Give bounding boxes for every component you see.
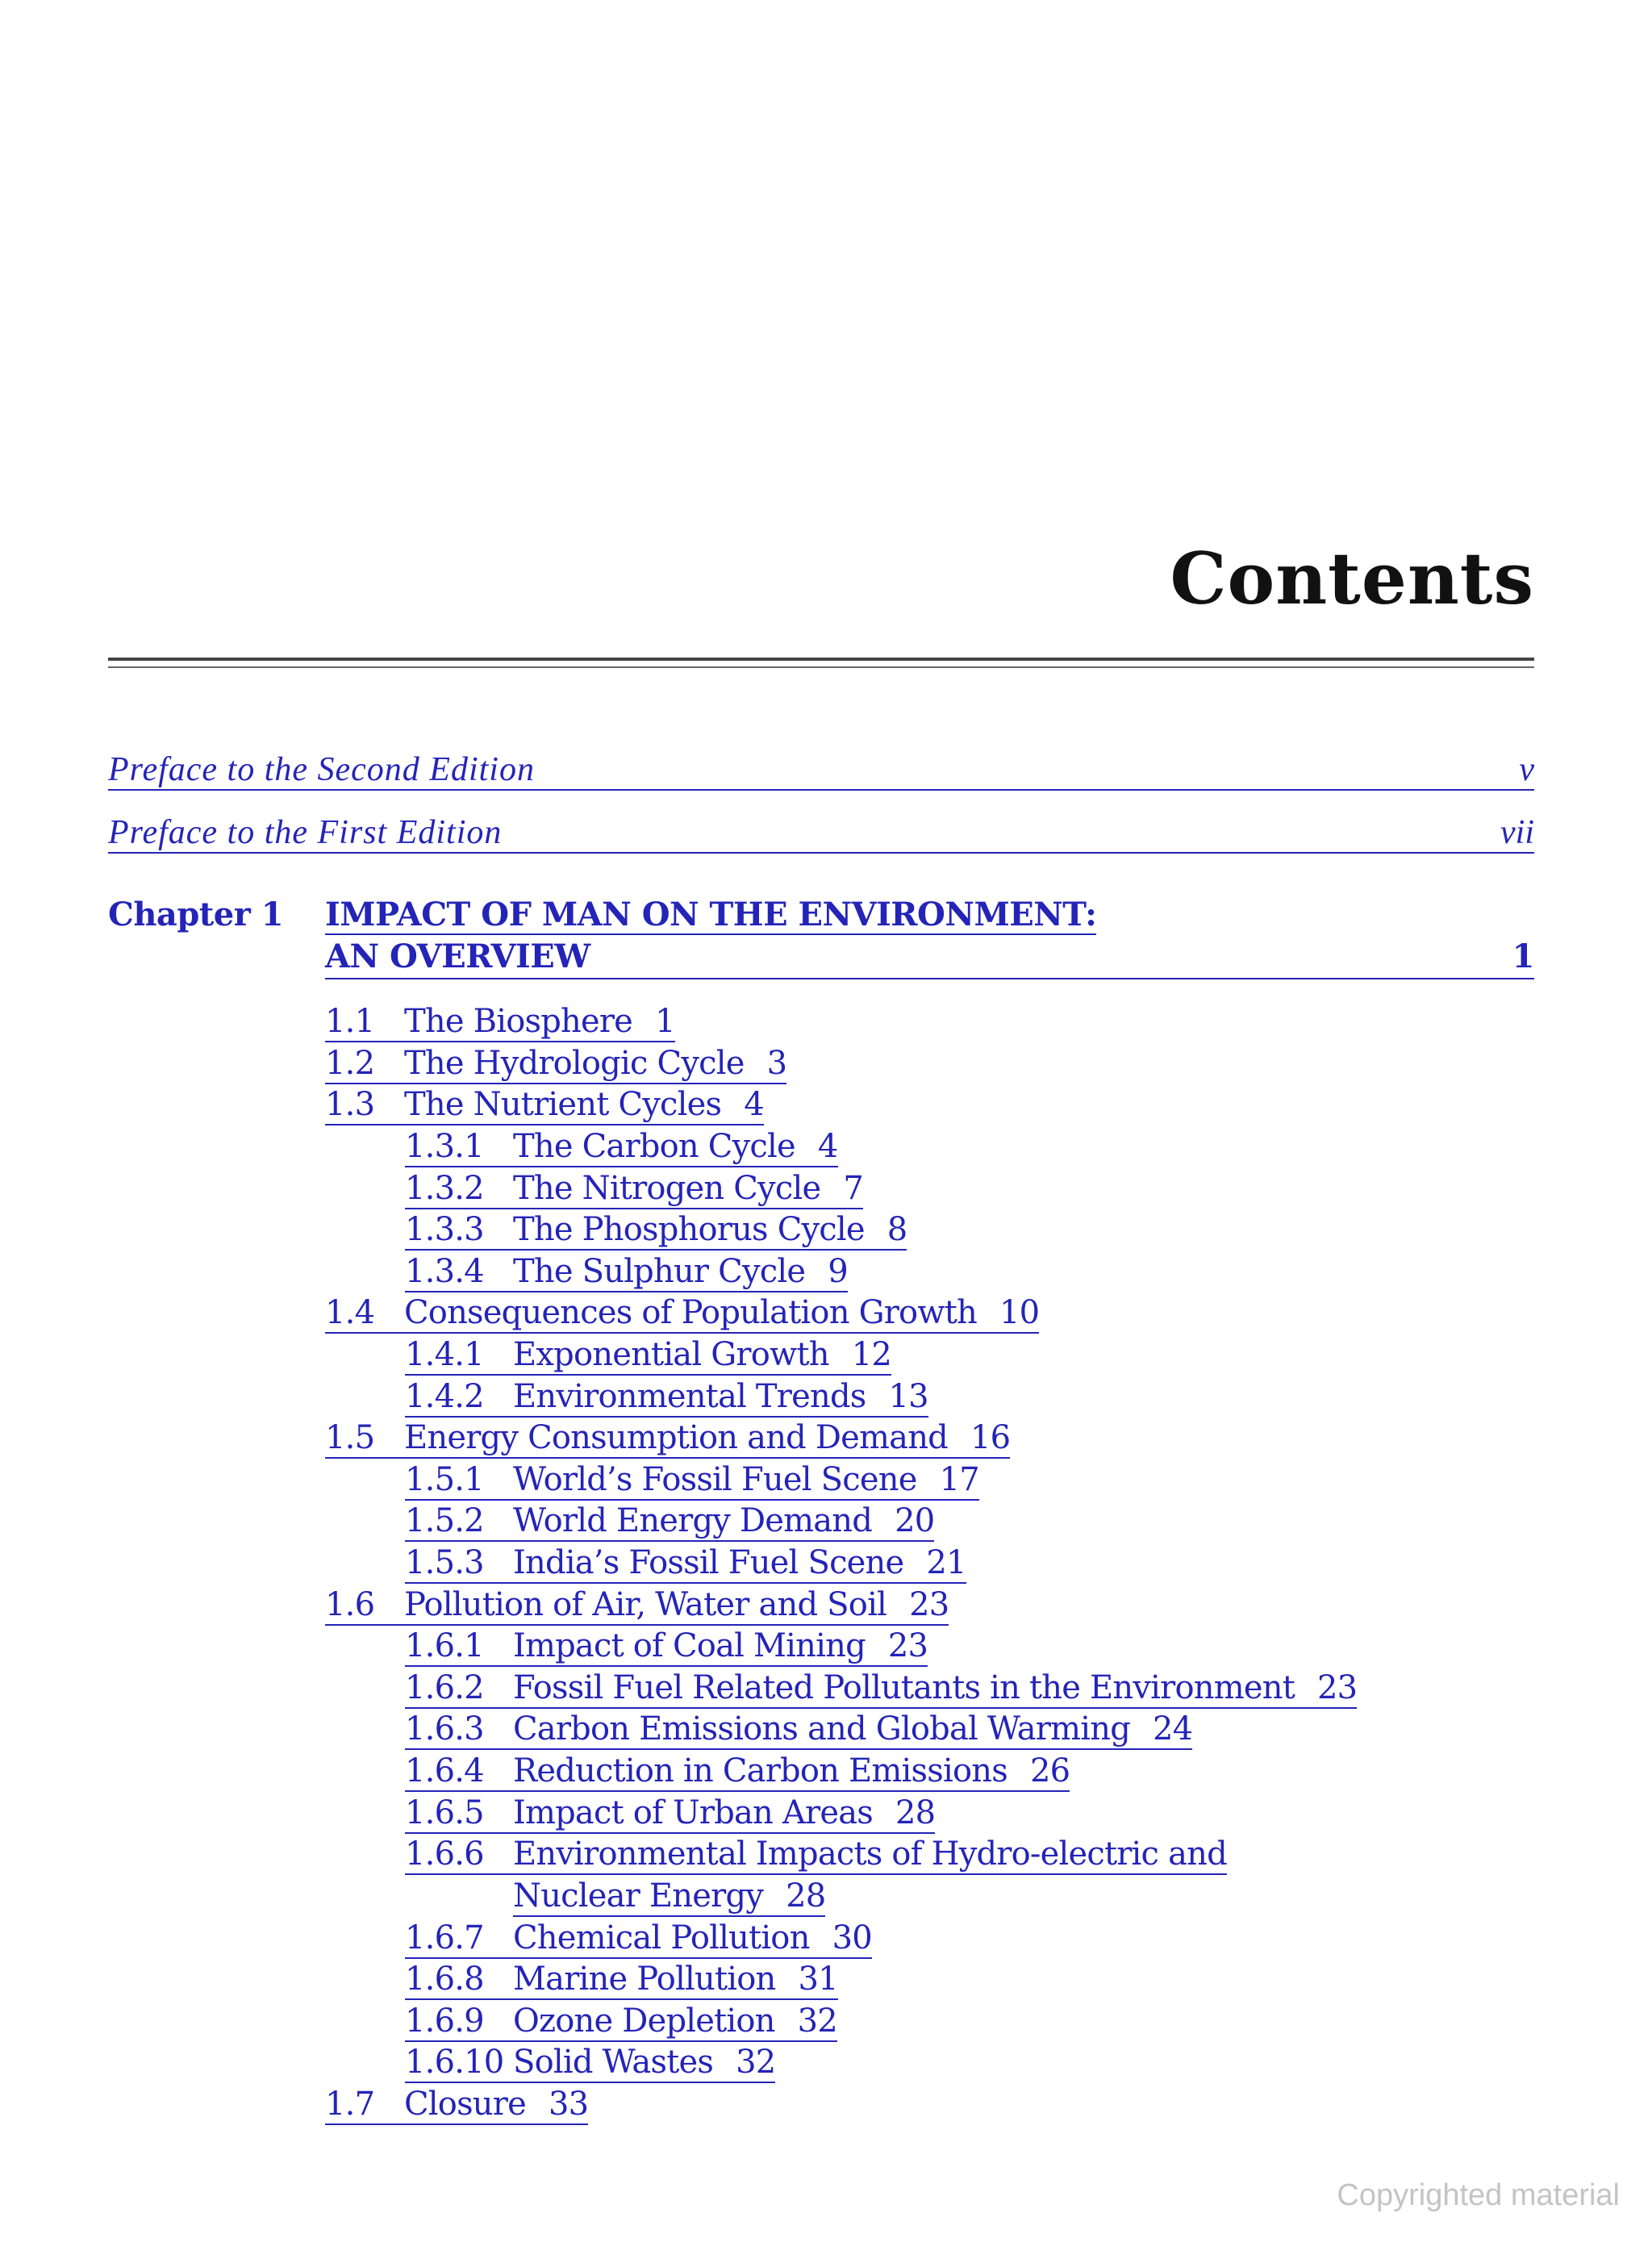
section-page: 26: [1029, 1752, 1070, 1789]
section-page: 28: [895, 1794, 936, 1831]
toc-entry-preface-first-edition[interactable]: [108, 813, 1534, 854]
section-page: 8: [886, 1211, 907, 1248]
toc-entry[interactable]: [405, 1961, 838, 2000]
toc-entry[interactable]: [325, 1294, 1039, 1334]
section-number: 1.6.5: [405, 1794, 484, 1831]
section-title: Carbon Emissions and Global Warming: [513, 1710, 1131, 1748]
toc-entry[interactable]: [405, 1378, 928, 1418]
section-title: World’s Fossil Fuel Scene: [513, 1461, 917, 1498]
section-title: Environmental Trends: [513, 1378, 866, 1415]
section-page: 33: [548, 2086, 589, 2123]
toc-entry[interactable]: [405, 1502, 934, 1542]
section-title: The Biosphere: [404, 1003, 633, 1040]
toc-entry[interactable]: [325, 1419, 1010, 1459]
page-title: Contents: [1170, 537, 1534, 620]
section-page: 31: [798, 1961, 838, 1998]
section-number: 1.3.1: [405, 1128, 484, 1165]
section-number: 1.4: [325, 1294, 375, 1331]
chapter-page: 1: [1512, 937, 1534, 975]
toc-entry[interactable]: [405, 1128, 838, 1167]
section-page: 3: [766, 1045, 787, 1082]
section-page: 16: [970, 1419, 1011, 1456]
chapter-title-link[interactable]: [325, 894, 1534, 979]
section-page: 10: [999, 1294, 1040, 1331]
section-page: 32: [736, 2044, 776, 2081]
section-title: Pollution of Air, Water and Soil: [404, 1586, 887, 1623]
section-page: 12: [851, 1336, 892, 1373]
section-number: 1.5: [325, 1419, 375, 1456]
section-title: Ozone Depletion: [513, 2002, 775, 2040]
title-rule-thin: [108, 666, 1534, 668]
toc-entry[interactable]: [325, 1586, 949, 1626]
section-title: Consequences of Population Growth: [404, 1294, 978, 1331]
section-number: 1.1: [325, 1003, 375, 1040]
section-number: 1.6.2: [405, 1669, 484, 1706]
section-page: 23: [909, 1586, 949, 1623]
section-title: The Nutrient Cycles: [404, 1086, 722, 1123]
section-page: 20: [895, 1502, 935, 1539]
section-title: Chemical Pollution: [513, 1919, 810, 1956]
section-number: 1.2: [325, 1045, 375, 1082]
toc-entry[interactable]: [405, 1211, 907, 1251]
section-title: The Carbon Cycle: [513, 1128, 795, 1165]
toc-entry[interactable]: [405, 1710, 1192, 1750]
section-title: Impact of Urban Areas: [513, 1794, 873, 1831]
section-title: Fossil Fuel Related Pollutants in the Environment: [513, 1669, 1295, 1706]
section-number: 1.3.4: [405, 1253, 484, 1290]
section-title: Solid Wastes: [513, 2044, 714, 2081]
section-title: The Phosphorus Cycle: [513, 1211, 865, 1248]
section-number: 1.5.3: [405, 1544, 484, 1581]
toc-entry-page: vii: [1500, 814, 1534, 851]
toc-entry[interactable]: [325, 1003, 675, 1042]
section-number: 1.3.3: [405, 1211, 484, 1248]
toc-entry-continuation[interactable]: [513, 1877, 825, 1917]
section-number: 1.4.1: [405, 1336, 484, 1373]
chapter-label: Chapter 1: [108, 896, 284, 933]
toc-entry[interactable]: [405, 1752, 1070, 1792]
section-page: 32: [797, 2002, 837, 2040]
section-title: Closure: [404, 2086, 526, 2123]
section-page: 23: [887, 1627, 928, 1664]
section-page: 13: [888, 1378, 928, 1415]
chapter-title-line1: IMPACT OF MAN ON THE ENVIRONMENT:: [325, 896, 1097, 933]
toc-entry[interactable]: [405, 2044, 775, 2083]
section-number: 1.6.3: [405, 1710, 484, 1748]
section-title: Impact of Coal Mining: [513, 1627, 866, 1664]
copyright-watermark: Copyrighted material: [1337, 2178, 1620, 2212]
section-number: 1.6.9: [405, 2002, 484, 2040]
section-title: Marine Pollution: [513, 1961, 776, 1998]
toc-entry-preface-second-edition[interactable]: [108, 750, 1534, 791]
section-title: Exponential Growth: [513, 1336, 829, 1373]
toc-entry[interactable]: [405, 1253, 848, 1292]
section-page: 1: [655, 1003, 675, 1040]
section-page: 4: [744, 1086, 764, 1123]
section-title: The Hydrologic Cycle: [404, 1045, 745, 1082]
section-number: 1.6.1: [405, 1627, 484, 1664]
toc-entry-label: Preface to the Second Edition: [108, 751, 535, 788]
section-number: 1.6.8: [405, 1961, 484, 1998]
section-page: 17: [939, 1461, 979, 1498]
toc-entry-page: v: [1519, 751, 1534, 788]
section-title: Reduction in Carbon Emissions: [513, 1752, 1007, 1789]
section-number: 1.6: [325, 1586, 375, 1623]
toc-entry[interactable]: [405, 2002, 837, 2042]
toc-entry[interactable]: [405, 1170, 863, 1209]
section-page: 21: [926, 1544, 966, 1581]
section-page: 28: [786, 1877, 826, 1915]
title-rule-thick: [108, 658, 1534, 661]
section-title: World Energy Demand: [513, 1502, 873, 1539]
section-number: 1.4.2: [405, 1378, 484, 1415]
section-number: 1.3.2: [405, 1170, 484, 1207]
section-number: 1.5.2: [405, 1502, 484, 1539]
toc-entry[interactable]: [405, 1919, 872, 1959]
toc-entry[interactable]: [405, 1669, 1357, 1709]
section-page: 9: [828, 1253, 848, 1290]
toc-entry[interactable]: [405, 1627, 928, 1667]
section-number: 1.7: [325, 2086, 375, 2123]
section-page: 30: [832, 1919, 872, 1956]
section-title: Environmental Impacts of Hydro-electric and: [513, 1835, 1227, 1873]
toc-entry[interactable]: [405, 1461, 979, 1501]
toc-entry[interactable]: [405, 1794, 935, 1834]
section-page: 7: [843, 1170, 863, 1207]
section-number: 1.5.1: [405, 1461, 484, 1498]
section-title-continued: Nuclear Energy: [513, 1877, 764, 1915]
section-number: 1.6.7: [405, 1919, 484, 1956]
section-number: 1.3: [325, 1086, 375, 1123]
toc-entry[interactable]: [325, 2086, 588, 2125]
section-page: 23: [1316, 1669, 1358, 1706]
section-title: India’s Fossil Fuel Scene: [513, 1544, 904, 1581]
section-page: 4: [817, 1128, 838, 1165]
toc-entry[interactable]: [405, 1336, 891, 1376]
section-number: 1.6.4: [405, 1752, 484, 1789]
section-number: 1.6.6: [405, 1835, 484, 1873]
toc-entry-label: Preface to the First Edition: [108, 814, 503, 851]
section-title: The Nitrogen Cycle: [513, 1170, 821, 1207]
toc-entry[interactable]: [325, 1086, 764, 1125]
section-number: 1.6.10: [405, 2044, 504, 2081]
chapter-title-line2: AN OVERVIEW: [325, 937, 590, 975]
section-title: The Sulphur Cycle: [513, 1253, 806, 1290]
section-page: 24: [1153, 1710, 1193, 1748]
toc-entry[interactable]: [405, 1544, 966, 1584]
section-title: Energy Consumption and Demand: [404, 1419, 948, 1456]
toc-entry[interactable]: [325, 1045, 786, 1084]
toc-entry[interactable]: [405, 1835, 1227, 1875]
